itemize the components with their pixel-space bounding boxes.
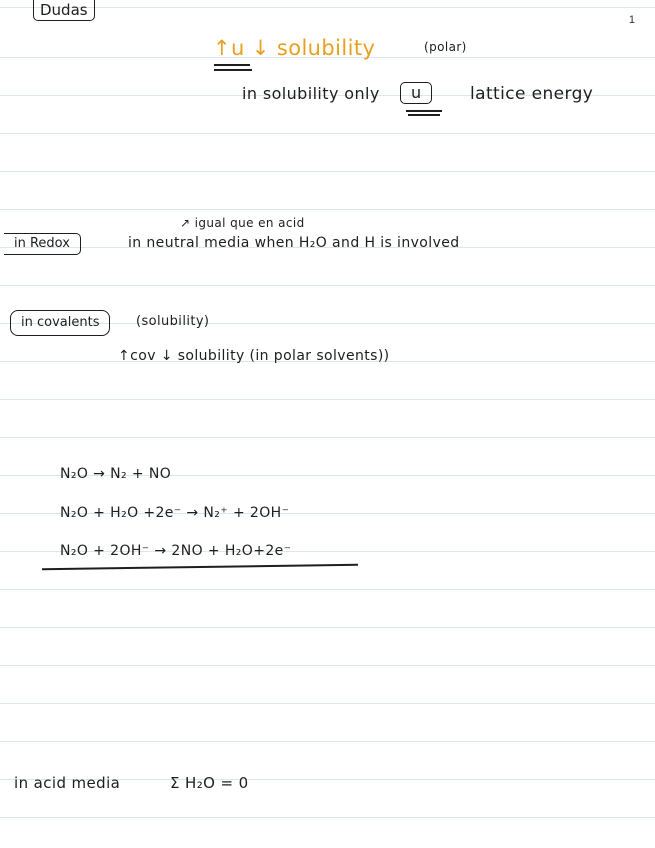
equation-1: N₂O → N₂ + NO (60, 466, 172, 482)
heading-underline-2 (214, 69, 252, 71)
equation-sum-line (42, 564, 358, 570)
redox-text: in neutral media when H₂O and H is involved (128, 235, 460, 251)
boxed-term-text: u (411, 83, 422, 102)
solubility-line-suffix: lattice energy (470, 84, 594, 104)
boxed-term (400, 82, 432, 104)
solubility-heading: ↑u ↓ solubility (213, 36, 376, 60)
page-title: Dudas (40, 1, 88, 19)
acid-media-equation: Σ H₂O = 0 (170, 774, 249, 792)
solubility-line-prefix: in solubility only (242, 84, 380, 103)
covalents-label-box (10, 310, 110, 336)
heading-underline (214, 64, 250, 66)
page-number: 1 (628, 14, 635, 26)
covalents-note: (solubility) (136, 314, 210, 329)
redox-annotation-text: igual que en acid (194, 216, 305, 230)
acid-media-label: in acid media (14, 774, 121, 792)
boxed-term-underline (406, 110, 442, 112)
equation-3: N₂O + 2OH⁻ → 2NO + H₂O+2e⁻ (60, 543, 292, 559)
equation-2: N₂O + H₂O +2e⁻ → N₂⁺ + 2OH⁻ (60, 505, 290, 521)
title-box (33, 0, 95, 21)
covalents-text: ↑cov ↓ solubility (in polar solvents)) (118, 348, 390, 364)
covalents-label: in covalents (21, 315, 100, 330)
solubility-heading-note: (polar) (424, 40, 467, 54)
redox-annotation: ↗ igual que en acid (180, 216, 305, 230)
boxed-term-underline-2 (408, 114, 440, 116)
redox-label-box (4, 233, 81, 255)
redox-label: in Redox (14, 236, 70, 251)
